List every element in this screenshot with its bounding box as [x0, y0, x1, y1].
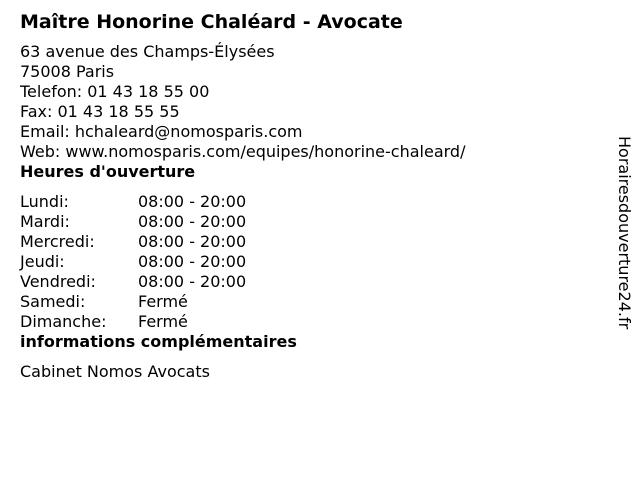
- day-hours: Fermé: [138, 312, 188, 331]
- hours-row: [20, 212, 600, 232]
- day-hours: Fermé: [138, 292, 188, 311]
- day-label: Vendredi:: [20, 272, 96, 291]
- address-street: 63 avenue des Champs-Élysées: [20, 42, 275, 61]
- day-hours: 08:00 - 20:00: [138, 272, 247, 291]
- email-line[interactable]: Email: hchaleard@nomosparis.com: [20, 122, 303, 141]
- day-label: Jeudi:: [20, 252, 65, 271]
- phone-line[interactable]: Telefon: 01 43 18 55 00: [20, 82, 210, 101]
- info-heading: informations complémentaires: [20, 332, 297, 351]
- address-city: 75008 Paris: [20, 62, 115, 81]
- contact-block: [20, 42, 600, 162]
- hours-row: [20, 252, 600, 272]
- site-name-vertical[interactable]: Horairesdouverture24.fr: [615, 136, 634, 330]
- fax-line: Fax: 01 43 18 55 55: [20, 102, 180, 121]
- business-title: Maître Honorine Chaléard - Avocate: [20, 11, 403, 33]
- day-label: Mardi:: [20, 212, 70, 231]
- hours-table: [20, 192, 600, 332]
- hours-heading: Heures d'ouverture: [20, 162, 196, 181]
- day-label: Samedi:: [20, 292, 86, 311]
- day-hours: 08:00 - 20:00: [138, 212, 247, 231]
- day-label: Lundi:: [20, 192, 69, 211]
- hours-row: [20, 292, 600, 312]
- info-text: Cabinet Nomos Avocats: [20, 362, 210, 381]
- day-label: Mercredi:: [20, 232, 95, 251]
- site-watermark: [612, 136, 636, 366]
- day-label: Dimanche:: [20, 312, 107, 331]
- hours-row: [20, 232, 600, 252]
- day-hours: 08:00 - 20:00: [138, 232, 247, 251]
- day-hours: 08:00 - 20:00: [138, 192, 247, 211]
- hours-row: [20, 312, 600, 332]
- hours-row: [20, 192, 600, 212]
- hours-row: [20, 272, 600, 292]
- day-hours: 08:00 - 20:00: [138, 252, 247, 271]
- business-card: [20, 10, 600, 382]
- web-line[interactable]: Web: www.nomosparis.com/equipes/honorine-chaleard/: [20, 142, 466, 161]
